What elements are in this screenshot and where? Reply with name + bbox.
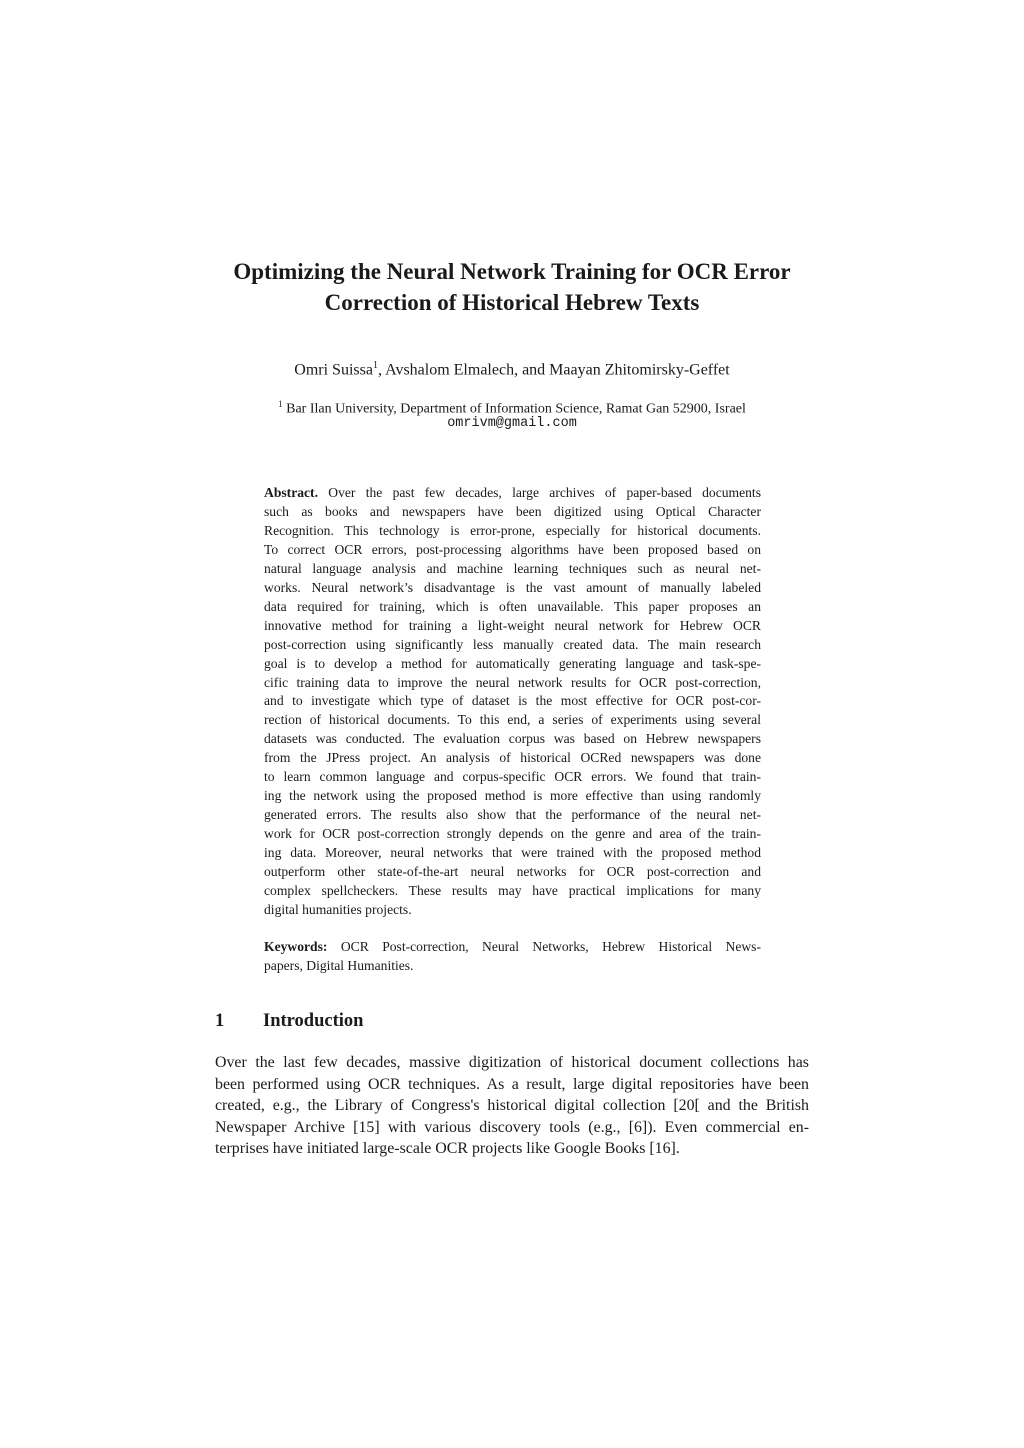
abstract-line: work for OCR post-correction strongly depends on the genre and area of the train- — [264, 826, 761, 842]
abstract-label: Abstract. — [264, 485, 318, 500]
abstract-line: to learn common language and corpus-specific OCR errors. We found that train- — [264, 769, 761, 785]
abstract-line: data required for training, which is often unavailable. This paper proposes an — [264, 598, 761, 614]
body-line: been performed using OCR techniques. As a result, large digital repositories have been — [215, 1075, 809, 1093]
body-line: Newspaper Archive [15] with various discovery tools (e.g., [6]). Even commercial en- — [215, 1118, 809, 1136]
abstract-line: and to investigate which type of dataset is the most effective for OCR post-cor- — [264, 693, 761, 709]
abstract-line: ing data. Moreover, neural networks that were trained with the proposed method — [264, 845, 761, 861]
abstract-line: generated errors. The results also show that the performance of the neural net- — [264, 807, 761, 823]
abstract-line: innovative method for training a light-weight neural network for Hebrew OCR — [264, 617, 761, 633]
other-authors: , Avshalom Elmalech, and Maayan Zhitomirsky-Geffet — [377, 361, 730, 379]
abstract-line: outperform other state-of-the-art neural networks for OCR post-correction and — [264, 864, 761, 880]
title-line-2: Correction of Historical Hebrew Texts — [324, 290, 700, 315]
body-line: Over the last few decades, massive digitization of historical document collections has — [215, 1054, 809, 1071]
body-line: terprises have initiated large-scale OCR projects like Google Books [16]. — [215, 1140, 680, 1157]
keywords-label: Keywords: — [264, 939, 328, 954]
affiliation-text: Bar Ilan University, Department of Information Science, Ramat Gan 52900, Israel — [282, 401, 746, 417]
abstract-line: cific training data to improve the neural network results for OCR post-correction, — [264, 674, 761, 690]
abstract-line: from the JPress project. An analysis of historical OCRed newspapers was done — [264, 750, 761, 766]
title-line-1: Optimizing the Neural Network Training for OCR Error — [233, 259, 791, 284]
abstract-line: datasets was conducted. The evaluation corpus was based on Hebrew newspapers — [264, 731, 761, 747]
abstract-line: digital humanities projects. — [264, 901, 412, 917]
abstract-line: post-correction using significantly less manually created data. The main research — [264, 636, 761, 652]
keywords — [264, 937, 761, 975]
abstract-line: such as books and newspapers have been digitized using Optical Character — [264, 503, 761, 519]
abstract-line: natural language analysis and machine learning techniques such as neural net- — [264, 560, 761, 576]
section-number: 1 — [215, 1011, 225, 1031]
abstract-line: ing the network using the proposed method is more effective than using randomly — [264, 788, 761, 804]
body-line: created, e.g., the Library of Congress's historical digital collection [20[ and the British — [215, 1097, 809, 1114]
abstract-line: To correct OCR errors, post-processing algorithms have been proposed based on — [264, 541, 761, 557]
abstract-line: goal is to develop a method for automatically generating language and task-spe- — [264, 655, 761, 671]
keywords-line: Keywords: OCR Post-correction, Neural Networks, Hebrew Historical News- — [264, 939, 761, 954]
section-title: Introduction — [263, 1011, 364, 1031]
keywords-line: papers, Digital Humanities. — [264, 958, 414, 973]
abstract-line: Abstract. Over the past few decades, large archives of paper-based documents — [264, 485, 761, 500]
author-list — [150, 356, 874, 380]
affiliation-mark: 1 — [278, 399, 283, 409]
abstract-line: Recognition. This technology is error-prone, especially for historical documents. — [264, 522, 761, 538]
section-heading-introduction — [215, 1008, 815, 1034]
abstract-line: works. Neural network’s disadvantage is the vast amount of manually labeled — [264, 579, 761, 595]
introduction-paragraph — [215, 1052, 809, 1160]
abstract — [264, 484, 761, 920]
author-1-affiliation-mark: 1 — [372, 360, 378, 371]
paper-title — [150, 256, 874, 318]
contact-email[interactable]: omrivm@gmail.com — [447, 416, 577, 431]
abstract-line: complex spellcheckers. These results may have practical implications for many — [264, 883, 761, 899]
abstract-line: rection of historical documents. To this end, a series of experiments using several — [264, 712, 761, 728]
author-1: Omri Suissa — [294, 361, 373, 379]
